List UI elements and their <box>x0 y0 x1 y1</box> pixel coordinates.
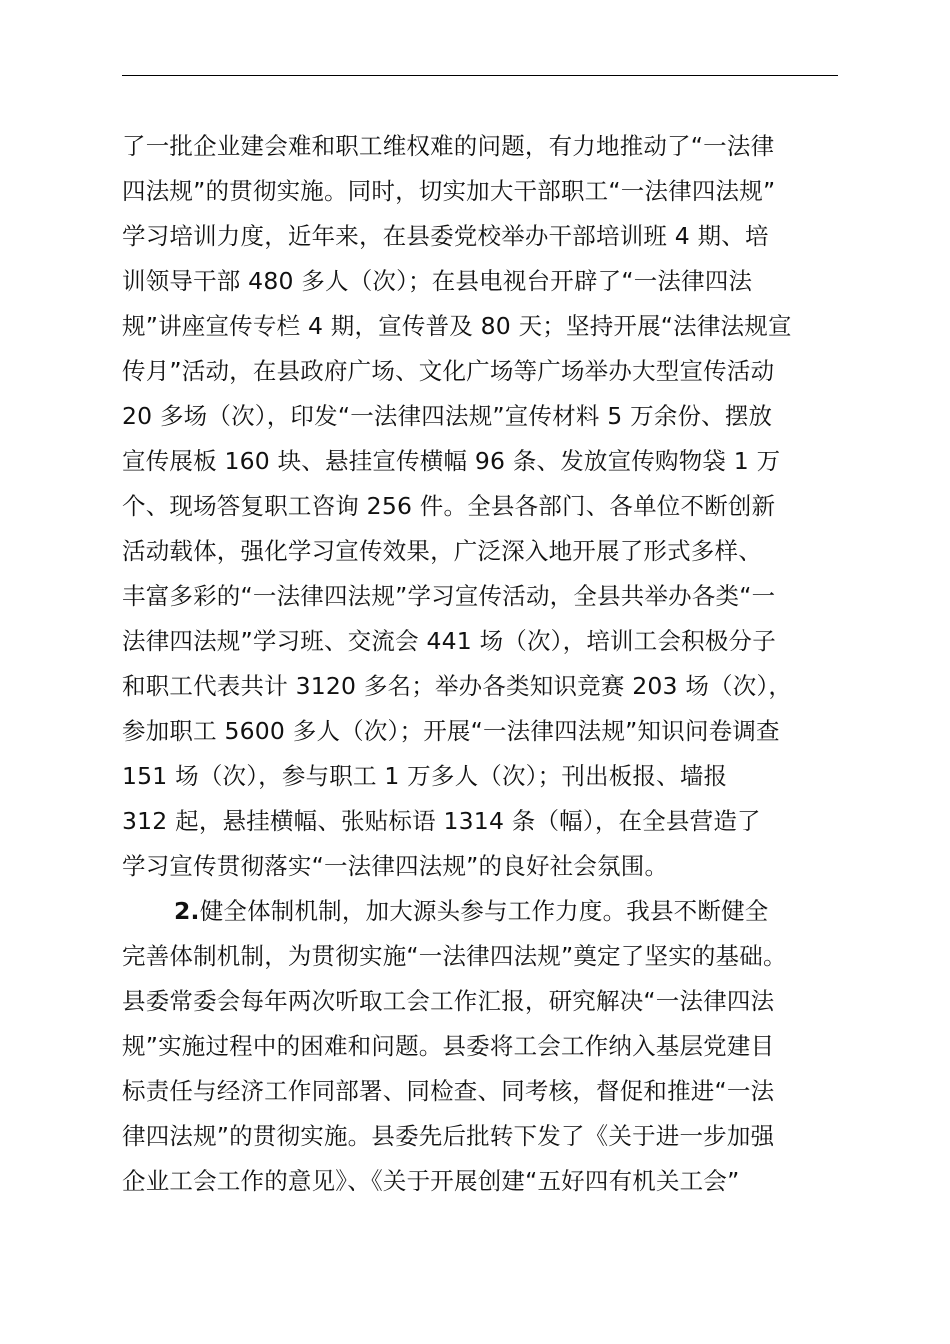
text-line: 学习宣传贯彻落实“一法律四法规”的良好社会氛围。 <box>122 852 669 880</box>
text-line: 规”实施过程中的困难和问题。县委将工会工作纳入基层党建目 <box>122 1032 775 1060</box>
text-line: 宣传展板 160 块、悬挂宣传横幅 96 条、发放宣传购物袋 1 万 <box>122 447 781 475</box>
text-line: 20 多场（次），印发“一法律四法规”宣传材料 5 万余份、摆放 <box>122 402 773 430</box>
text-line: 标责任与经济工作同部署、同检查、同考核，督促和推进“一法 <box>122 1077 775 1105</box>
section-2-heading-line <box>122 889 852 934</box>
text-line: 训领导干部 480 多人（次）；在县电视台开辟了“一法律四法 <box>122 267 753 295</box>
body-text <box>122 124 852 1204</box>
text-line: 参加职工 5600 多人（次）；开展“一法律四法规”知识问卷调查 <box>122 717 780 745</box>
text-line: 律四法规”的贯彻实施。县委先后批转下发了《关于进一步加强 <box>122 1122 775 1150</box>
header-rule <box>122 75 838 76</box>
text-line: 312 起，悬挂横幅、张贴标语 1314 条（幅），在全县营造了 <box>122 807 761 835</box>
text-line: 企业工会工作的意见》、《关于开展创建“五好四有机关工会” <box>122 1167 740 1195</box>
text-line: 丰富多彩的“一法律四法规”学习宣传活动，全县共举办各类“一 <box>122 582 776 610</box>
text-line: 了一批企业建会难和职工维权难的问题，有力地推动了“一法律 <box>122 132 775 160</box>
text-line: 学习培训力度，近年来，在县委党校举办干部培训班 4 期、培 <box>122 222 769 250</box>
text-line: 活动载体，强化学习宣传效果，广泛深入地开展了形式多样、 <box>122 537 762 565</box>
text-line: 法律四法规”学习班、交流会 441 场（次），培训工会积极分子 <box>122 627 776 655</box>
section-2-first-line: 健全体制机制，加大源头参与工作力度。我县不断健全 <box>199 897 769 925</box>
text-line: 和职工代表共计 3120 多名；举办各类知识竞赛 203 场（次）， <box>122 672 793 700</box>
section-number: 2. <box>174 897 200 925</box>
text-line: 规”讲座宣传专栏 4 期，宣传普及 80 天；坚持开展“法律法规宣 <box>122 312 792 340</box>
text-line: 个、现场答复职工咨询 256 件。全县各部门、各单位不断创新 <box>122 492 776 520</box>
text-line: 151 场（次），参与职工 1 万多人（次）；刊出板报、墙报 <box>122 762 728 790</box>
text-line: 县委常委会每年两次听取工会工作汇报，研究解决“一法律四法 <box>122 987 775 1015</box>
text-line: 传月”活动，在县政府广场、文化广场等广场举办大型宣传活动 <box>122 357 775 385</box>
text-line: 四法规”的贯彻实施。同时，切实加大干部职工“一法律四法规” <box>122 177 776 205</box>
text-line: 完善体制机制，为贯彻实施“一法律四法规”奠定了坚实的基础。 <box>122 942 787 970</box>
